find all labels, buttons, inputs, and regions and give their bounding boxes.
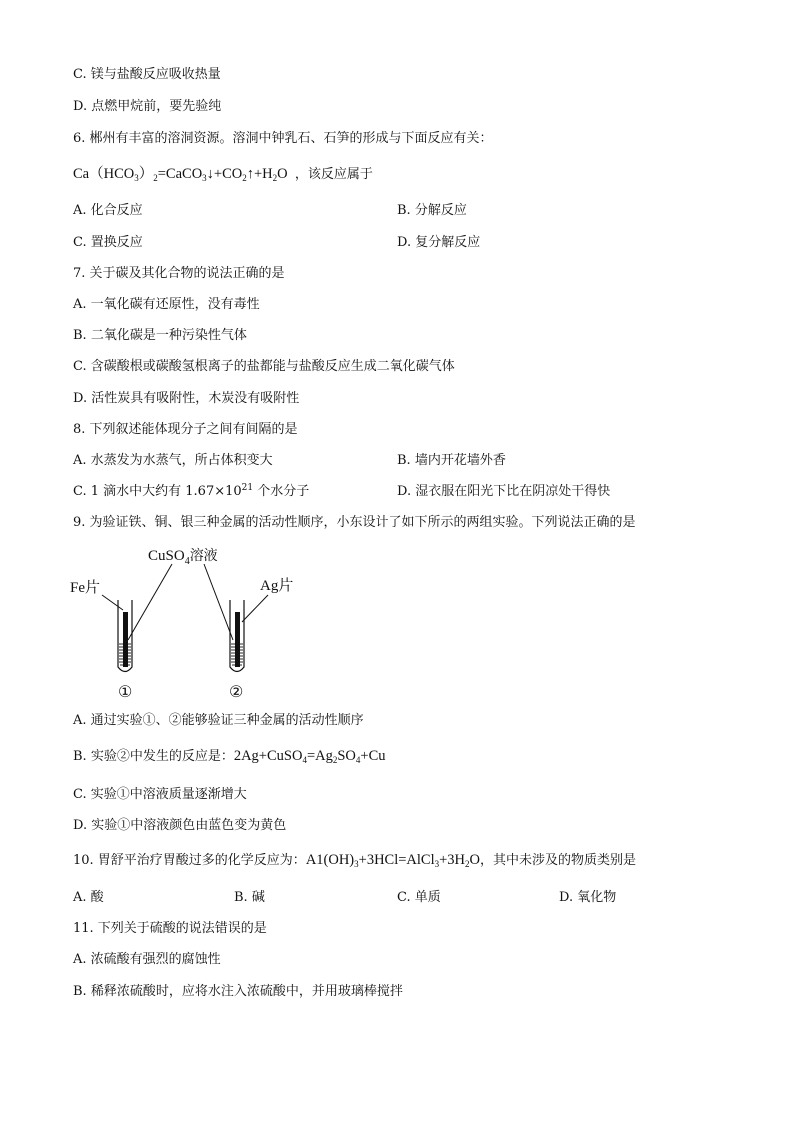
q11-stem: 11. 下列关于硫酸的说法错误的是: [73, 921, 267, 936]
tube-1-label: ①: [118, 682, 133, 701]
q6-option-b: B. 分解反应: [397, 203, 467, 218]
fe-label: Fe片: [70, 580, 101, 596]
q9-stem: 9. 为验证铁、铜、银三种金属的活动性顺序，小东设计了如下所示的两组实验。下列说法正确的是: [73, 515, 636, 530]
fe-leader-line: [102, 595, 123, 610]
q10-option-d: D. 氧化物: [559, 890, 617, 905]
ag-leader-line: [242, 595, 268, 622]
test-tube-2: [230, 600, 244, 672]
q6-option-a: A. 化合反应: [73, 203, 143, 218]
q11-option-a: A. 浓硫酸有强烈的腐蚀性: [73, 952, 221, 967]
q7-option-c: C. 含碳酸根或碳酸氢根离子的盐都能与盐酸反应生成二氧化碳气体: [73, 359, 455, 374]
q7-option-b: B. 二氧化碳是一种污染性气体: [73, 328, 247, 343]
q8-option-c: C. 1 滴水中大约有 $1.67\times 10^{21}$ 个水分子: [73, 483, 310, 499]
q9-option-b: B. 实验②中发生的反应是：$2Ag+CuSO_4=Ag_2SO_4+Cu$: [73, 748, 386, 765]
cuso4-label: CuSO$_4$溶液: [148, 548, 218, 567]
experiment-figure: [70, 540, 310, 705]
tube-2-label: ②: [229, 682, 244, 701]
ag-label: Ag片: [260, 578, 294, 594]
q8-option-a: A. 水蒸发为水蒸气，所占体积变大: [73, 453, 273, 468]
q10-option-b: B. 碱: [234, 890, 265, 905]
q8-stem: 8. 下列叙述能体现分子之间有间隔的是: [73, 422, 298, 437]
q7-option-d: D. 活性炭具有吸附性，木炭没有吸附性: [73, 391, 300, 406]
q7-stem: 7. 关于碳及其化合物的说法正确的是: [73, 266, 285, 281]
q6-equation: $Ca(HCO_3)_2=CaCO_3↓+CO_2↑+H_2O$ ，该反应属于: [73, 166, 373, 183]
q6-option-d: D. 复分解反应: [397, 235, 481, 250]
q10-stem: 10. 胃舒平治疗胃酸过多的化学反应为：$A1(OH)_3+3HCl=AlCl_3+3H_2O$，其中未涉及的物质类别是: [73, 852, 637, 869]
q7-option-a: A. 一氧化碳有还原性，没有毒性: [73, 297, 260, 312]
q10-option-c: C. 单质: [397, 890, 441, 905]
q5-option-c: C. 镁与盐酸反应吸收热量: [73, 67, 221, 82]
q6-option-c: C. 置换反应: [73, 235, 143, 250]
q8-option-d: D. 湿衣服在阳光下比在阴凉处干得快: [397, 484, 611, 499]
cuso4-leader-line-1: [128, 564, 172, 640]
q11-option-b: B. 稀释浓硫酸时，应将水注入浓硫酸中，并用玻璃棒搅拌: [73, 984, 403, 999]
q9-option-a: A. 通过实验①、②能够验证三种金属的活动性顺序: [73, 713, 364, 728]
q9-option-c: C. 实验①中溶液质量逐渐增大: [73, 787, 247, 802]
q6-stem: 6. 郴州有丰富的溶洞资源。溶洞中钟乳石、石笋的形成与下面反应有关：: [73, 131, 493, 146]
cuso4-leader-line-2: [204, 564, 233, 640]
q5-option-d: D. 点燃甲烷前，要先验纯: [73, 99, 222, 114]
q10-option-a: A. 酸: [73, 890, 104, 905]
q8-option-b: B. 墙内开花墙外香: [397, 453, 506, 468]
q9-option-d: D. 实验①中溶液颜色由蓝色变为黄色: [73, 818, 287, 833]
